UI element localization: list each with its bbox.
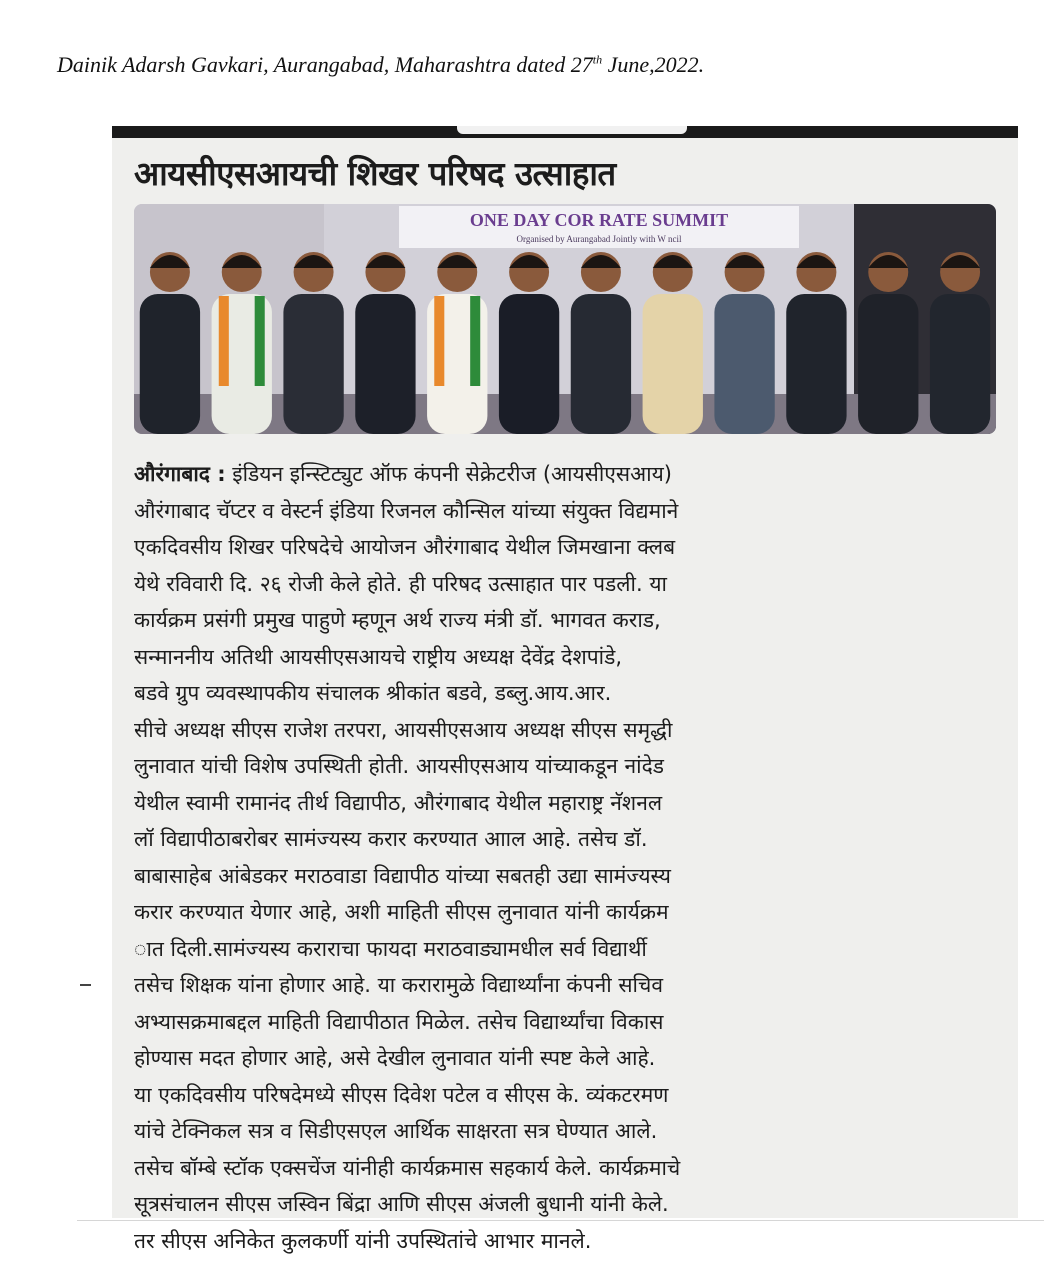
- event-photo-illustration: [134, 204, 996, 434]
- source-caption: [57, 52, 704, 78]
- article-line-text: लुनावात यांची विशेष उपस्थिती होती. आयसीएसआय यांच्याकडून नांदेड: [134, 754, 664, 778]
- article-line-text: सन्माननीय अतिथी आयसीएसआयचे राष्ट्रीय अध्यक्ष देवेंद्र देशपांडे,: [134, 644, 622, 669]
- article-line-text: अभ्यासक्रमाबद्दल माहिती विद्यापीठात मिळेल. तसेच विद्यार्थ्यांचा विकास: [134, 1009, 664, 1034]
- article-line-text: यांचे टेक्निकल सत्र व सिडीएसएल आर्थिक साक्षरता सत्र घेण्यात आले.: [134, 1119, 658, 1143]
- article-line: [134, 456, 994, 493]
- article-line-text: येथील स्वामी रामानंद तीर्थ विद्यापीठ, औरंगाबाद येथील महाराष्ट्र नॅशनल: [134, 790, 663, 815]
- article-line-text: सीचे अध्यक्ष सीएस राजेश तरपरा, आयसीएसआय अध्यक्ष सीएस समृद्धी: [134, 717, 673, 742]
- event-photo: [134, 204, 996, 434]
- article-line-text: तसेच शिक्षक यांना होणार आहे. या करारामुळे विद्यार्थ्यांना कंपनी सचिव: [134, 973, 664, 997]
- article-line: [134, 493, 994, 530]
- article-line: [134, 1004, 994, 1041]
- cut-headline-fragment: [457, 126, 687, 134]
- article-line: [134, 858, 994, 895]
- article-line: [134, 894, 994, 931]
- article-line: [134, 785, 994, 822]
- article-line: [134, 1150, 994, 1187]
- article-line-text: येथे रविवारी दि. २६ रोजी केले होते. ही परिषद उत्साहात पार पडली. या: [134, 571, 667, 596]
- article-line: [134, 748, 994, 785]
- article-line: [134, 1040, 994, 1077]
- caption-text: Dainik Adarsh Gavkari, Aurangabad, Maharashtra dated 27: [57, 52, 593, 77]
- article-line: [134, 602, 994, 639]
- article-line-text: बडवे ग्रुप व्यवस्थापकीय संचालक श्रीकांत बडवे, डब्लु.आय.आर.: [134, 681, 612, 705]
- article-line-text: तर सीएस अनिकेत कुलकर्णी यांनी उपस्थितांचे आभार मानले.: [134, 1228, 592, 1253]
- article-line: [134, 1186, 994, 1223]
- article-line: [134, 712, 994, 749]
- banner-title: ONE DAY COR RATE SUMMIT: [469, 210, 729, 230]
- article-line-text: सूत्रसंचालन सीएस जस्विन बिंद्रा आणि सीएस अंजली बुधानी यांनी केले.: [134, 1192, 669, 1216]
- article-line-text: बाबासाहेब आंबेडकर मराठवाडा विद्यापीठ यांच्या सबतही उद्या सामंज्यस्य: [134, 863, 671, 888]
- article-line: [134, 821, 994, 858]
- article-line: [134, 967, 994, 1004]
- article-line-text: या एकदिवसीय परिषदेमध्ये सीएस दिवेश पटेल व सीएस के. व्यंकटरमण: [134, 1082, 669, 1107]
- article-line-text: कार्यक्रम प्रसंगी प्रमुख पाहुणे म्हणून अर्थ राज्य मंत्री डॉ. भागवत कराड,: [134, 608, 661, 632]
- article-line-text: लॉ विद्यापीठाबरोबर सामंज्यस्य करार करण्यात आाल आहे. तसेच डॉ.: [134, 827, 648, 851]
- article-line-text: करार करण्यात येणार आहे, अशी माहिती सीएस लुनावात यांनी कार्यक्रम: [134, 900, 669, 924]
- article-line-text: औरंगाबाद चॅप्टर व वेस्टर्न इंडिया रिजनल कौन्सिल यांच्या संयुक्त विद्यमाने: [134, 498, 679, 523]
- dateline: औरंगाबाद :: [134, 462, 226, 486]
- margin-dash: [80, 984, 91, 986]
- article-body: [134, 456, 994, 1259]
- article-line: [134, 931, 994, 968]
- newspaper-clipping: [112, 126, 1018, 1253]
- article-line: [134, 566, 994, 603]
- headline: आयसीएसआयची शिखर परिषद उत्साहात: [134, 154, 616, 193]
- article-line: [134, 675, 994, 712]
- article-line-text: ात दिली.सामंज्यस्य कराराचा फायदा मराठवाड्यामधील सर्व विद्यार्थी: [134, 936, 647, 961]
- article-line: [134, 1077, 994, 1114]
- banner-subtitle: Organised by Aurangabad Jointly with W ncil: [516, 234, 682, 244]
- article-line: [134, 639, 994, 676]
- article-line-text: होण्यास मदत होणार आहे, असे देखील लुनावात यांनी स्पष्ट केले आहे.: [134, 1046, 656, 1070]
- article-line: [134, 1113, 994, 1150]
- bottom-rule: [77, 1220, 1044, 1221]
- article-line: [134, 1223, 994, 1260]
- clipping-top-bar: [112, 126, 1018, 138]
- caption-ordinal: th: [592, 52, 603, 67]
- article-line-text: इंडियन इन्स्टिट्युट ऑफ कंपनी सेक्रेटरीज (आयसीएसआय): [225, 462, 672, 486]
- article-line: [134, 529, 994, 566]
- article-line-text: एकदिवसीय शिखर परिषदेचे आयोजन औरंगाबाद येथील जिमखाना क्लब: [134, 535, 676, 559]
- article-line-text: तसेच बॉम्बे स्टॉक एक्सचेंज यांनीही कार्यक्रमास सहकार्य केले. कार्यक्रमाचे: [134, 1155, 681, 1180]
- caption-date: June,2022.: [602, 52, 705, 77]
